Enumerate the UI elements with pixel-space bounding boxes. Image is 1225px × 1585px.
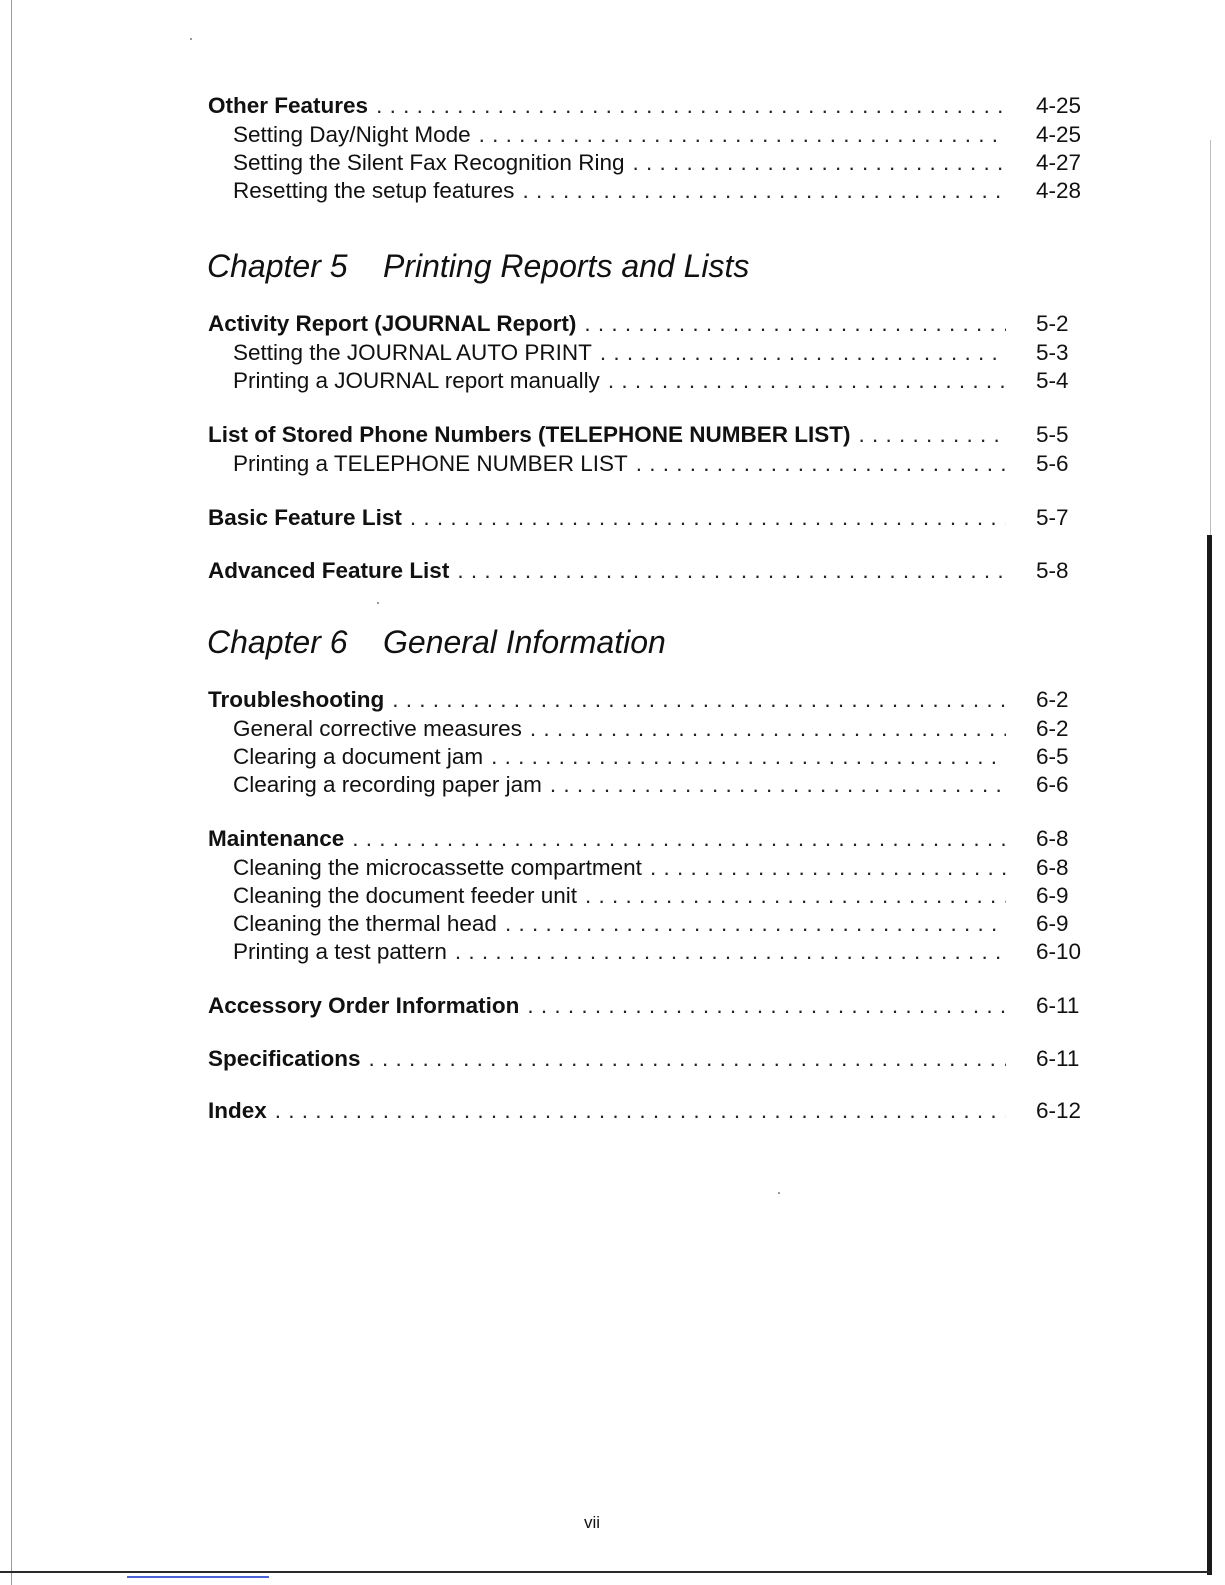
toc-entry[interactable] [208,742,1084,772]
toc-entry-page: 6-5 [1036,744,1069,769]
scan-bottom-line [0,1571,1210,1573]
toc-entry-label: General corrective measures [233,716,522,741]
toc-entry-label: Troubleshooting [208,687,385,712]
dot-leader [376,91,1006,121]
dot-leader [632,148,1006,178]
toc-entry[interactable] [208,148,1084,178]
toc-entry-page: 6-9 [1036,911,1069,936]
dot-leader [530,714,1006,744]
toc-entry[interactable] [208,420,1084,450]
toc-entry-page: 6-6 [1036,772,1069,797]
toc-entry[interactable] [208,366,1084,396]
toc-entry-label: Maintenance [208,826,345,851]
toc-entry-label: Other Features [208,93,369,118]
toc-entry-page: 5-2 [1036,311,1069,336]
toc-entry[interactable] [208,824,1084,854]
toc-entry-page: 6-11 [1036,1046,1080,1071]
toc-entry-page: 6-11 [1036,993,1080,1018]
dot-leader [505,909,1006,939]
dot-leader [479,120,1006,150]
toc-entry-page: 5-3 [1036,340,1069,365]
dot-leader [608,366,1006,396]
toc-entry-label: Clearing a recording paper jam [233,772,542,797]
toc-entry-page: 6-2 [1036,716,1069,741]
toc-entry-label: List of Stored Phone Numbers (TELEPHONE NUMBER LIST) [208,422,851,447]
toc-entry-label: Printing a test pattern [233,939,447,964]
dot-leader [859,420,1006,450]
toc-entry-page: 5-8 [1036,558,1069,583]
chapter-title: Printing Reports and Lists [383,248,750,284]
toc-entry[interactable] [208,770,1084,800]
dot-leader [585,881,1006,911]
toc-entry-label: Setting Day/Night Mode [233,122,471,147]
toc-entry-page: 4-25 [1036,122,1082,147]
dot-leader [491,742,1006,772]
toc-entry[interactable] [208,685,1084,715]
toc-entry-label: Setting the JOURNAL AUTO PRINT [233,340,592,365]
dot-leader [410,503,1006,533]
toc-entry[interactable] [208,91,1084,121]
toc-entry-page: 5-7 [1036,505,1069,530]
toc-entry-page: 5-6 [1036,451,1069,476]
toc-entry[interactable] [208,881,1084,911]
chapter-number: Chapter 6 [207,624,348,660]
toc-entry[interactable] [208,338,1084,368]
toc-entry[interactable] [208,909,1084,939]
dot-leader [600,338,1006,368]
toc-entry-page: 4-28 [1036,178,1082,203]
chapter-title: General Information [383,624,666,660]
dot-leader [369,1044,1006,1074]
dot-leader [584,309,1006,339]
toc-entry-page: 5-5 [1036,422,1069,447]
toc-entry-label: Cleaning the microcassette compartment [233,855,642,880]
scan-blue-mark [127,1576,269,1578]
chapter-heading [207,622,666,662]
toc-entry-label: Basic Feature List [208,505,402,530]
toc-entry-label: Cleaning the thermal head [233,911,497,936]
chapter-heading [207,246,749,286]
toc-entry[interactable] [208,449,1084,479]
toc-entry[interactable] [208,176,1084,206]
toc-entry[interactable] [208,937,1084,967]
scan-speck [190,38,192,40]
scan-speck [377,602,379,604]
toc-entry-page: 6-10 [1036,939,1082,964]
toc-entry-label: Specifications [208,1046,361,1071]
toc-entry-page: 6-8 [1036,855,1069,880]
toc-entry-page: 6-12 [1036,1098,1082,1123]
toc-entry[interactable] [208,503,1084,533]
scan-edge-left [11,0,12,1585]
toc-entry[interactable] [208,853,1084,883]
toc-entry[interactable] [208,1044,1084,1074]
dot-leader [550,770,1006,800]
toc-entry-page: 5-4 [1036,368,1069,393]
toc-entry-label: Activity Report (JOURNAL Report) [208,311,577,336]
toc-entry[interactable] [208,714,1084,744]
toc-entry-label: Accessory Order Information [208,993,520,1018]
toc-entry-label: Index [208,1098,267,1123]
toc-entry-page: 4-25 [1036,93,1082,118]
toc-entry-label: Clearing a document jam [233,744,484,769]
toc-entry-page: 6-9 [1036,883,1069,908]
toc-entry-page: 6-8 [1036,826,1069,851]
scan-edge-right [1207,535,1212,1575]
page-number: vii [584,1513,601,1532]
scan-edge-right-thin [1210,140,1211,540]
dot-leader [392,685,1006,715]
dot-leader [457,556,1006,586]
dot-leader [455,937,1006,967]
toc-entry-label: Resetting the setup features [233,178,515,203]
toc-entry[interactable] [208,1096,1084,1126]
scan-speck [778,1192,780,1194]
chapter-number: Chapter 5 [207,248,348,284]
toc-entry-label: Printing a JOURNAL report manually [233,368,600,393]
dot-leader [275,1096,1006,1126]
toc-entry[interactable] [208,309,1084,339]
dot-leader [352,824,1006,854]
toc-entry-label: Cleaning the document feeder unit [233,883,577,908]
toc-entry-label: Printing a TELEPHONE NUMBER LIST [233,451,628,476]
toc-entry-label: Advanced Feature List [208,558,450,583]
dot-leader [527,991,1006,1021]
toc-entry-page: 4-27 [1036,150,1082,175]
dot-leader [636,449,1006,479]
toc-entry-page: 6-2 [1036,687,1069,712]
toc-entry[interactable] [208,991,1084,1021]
dot-leader [522,176,1006,206]
toc-entry[interactable] [208,556,1084,586]
toc-entry[interactable] [208,120,1084,150]
dot-leader [650,853,1006,883]
toc-entry-label: Setting the Silent Fax Recognition Ring [233,150,625,175]
